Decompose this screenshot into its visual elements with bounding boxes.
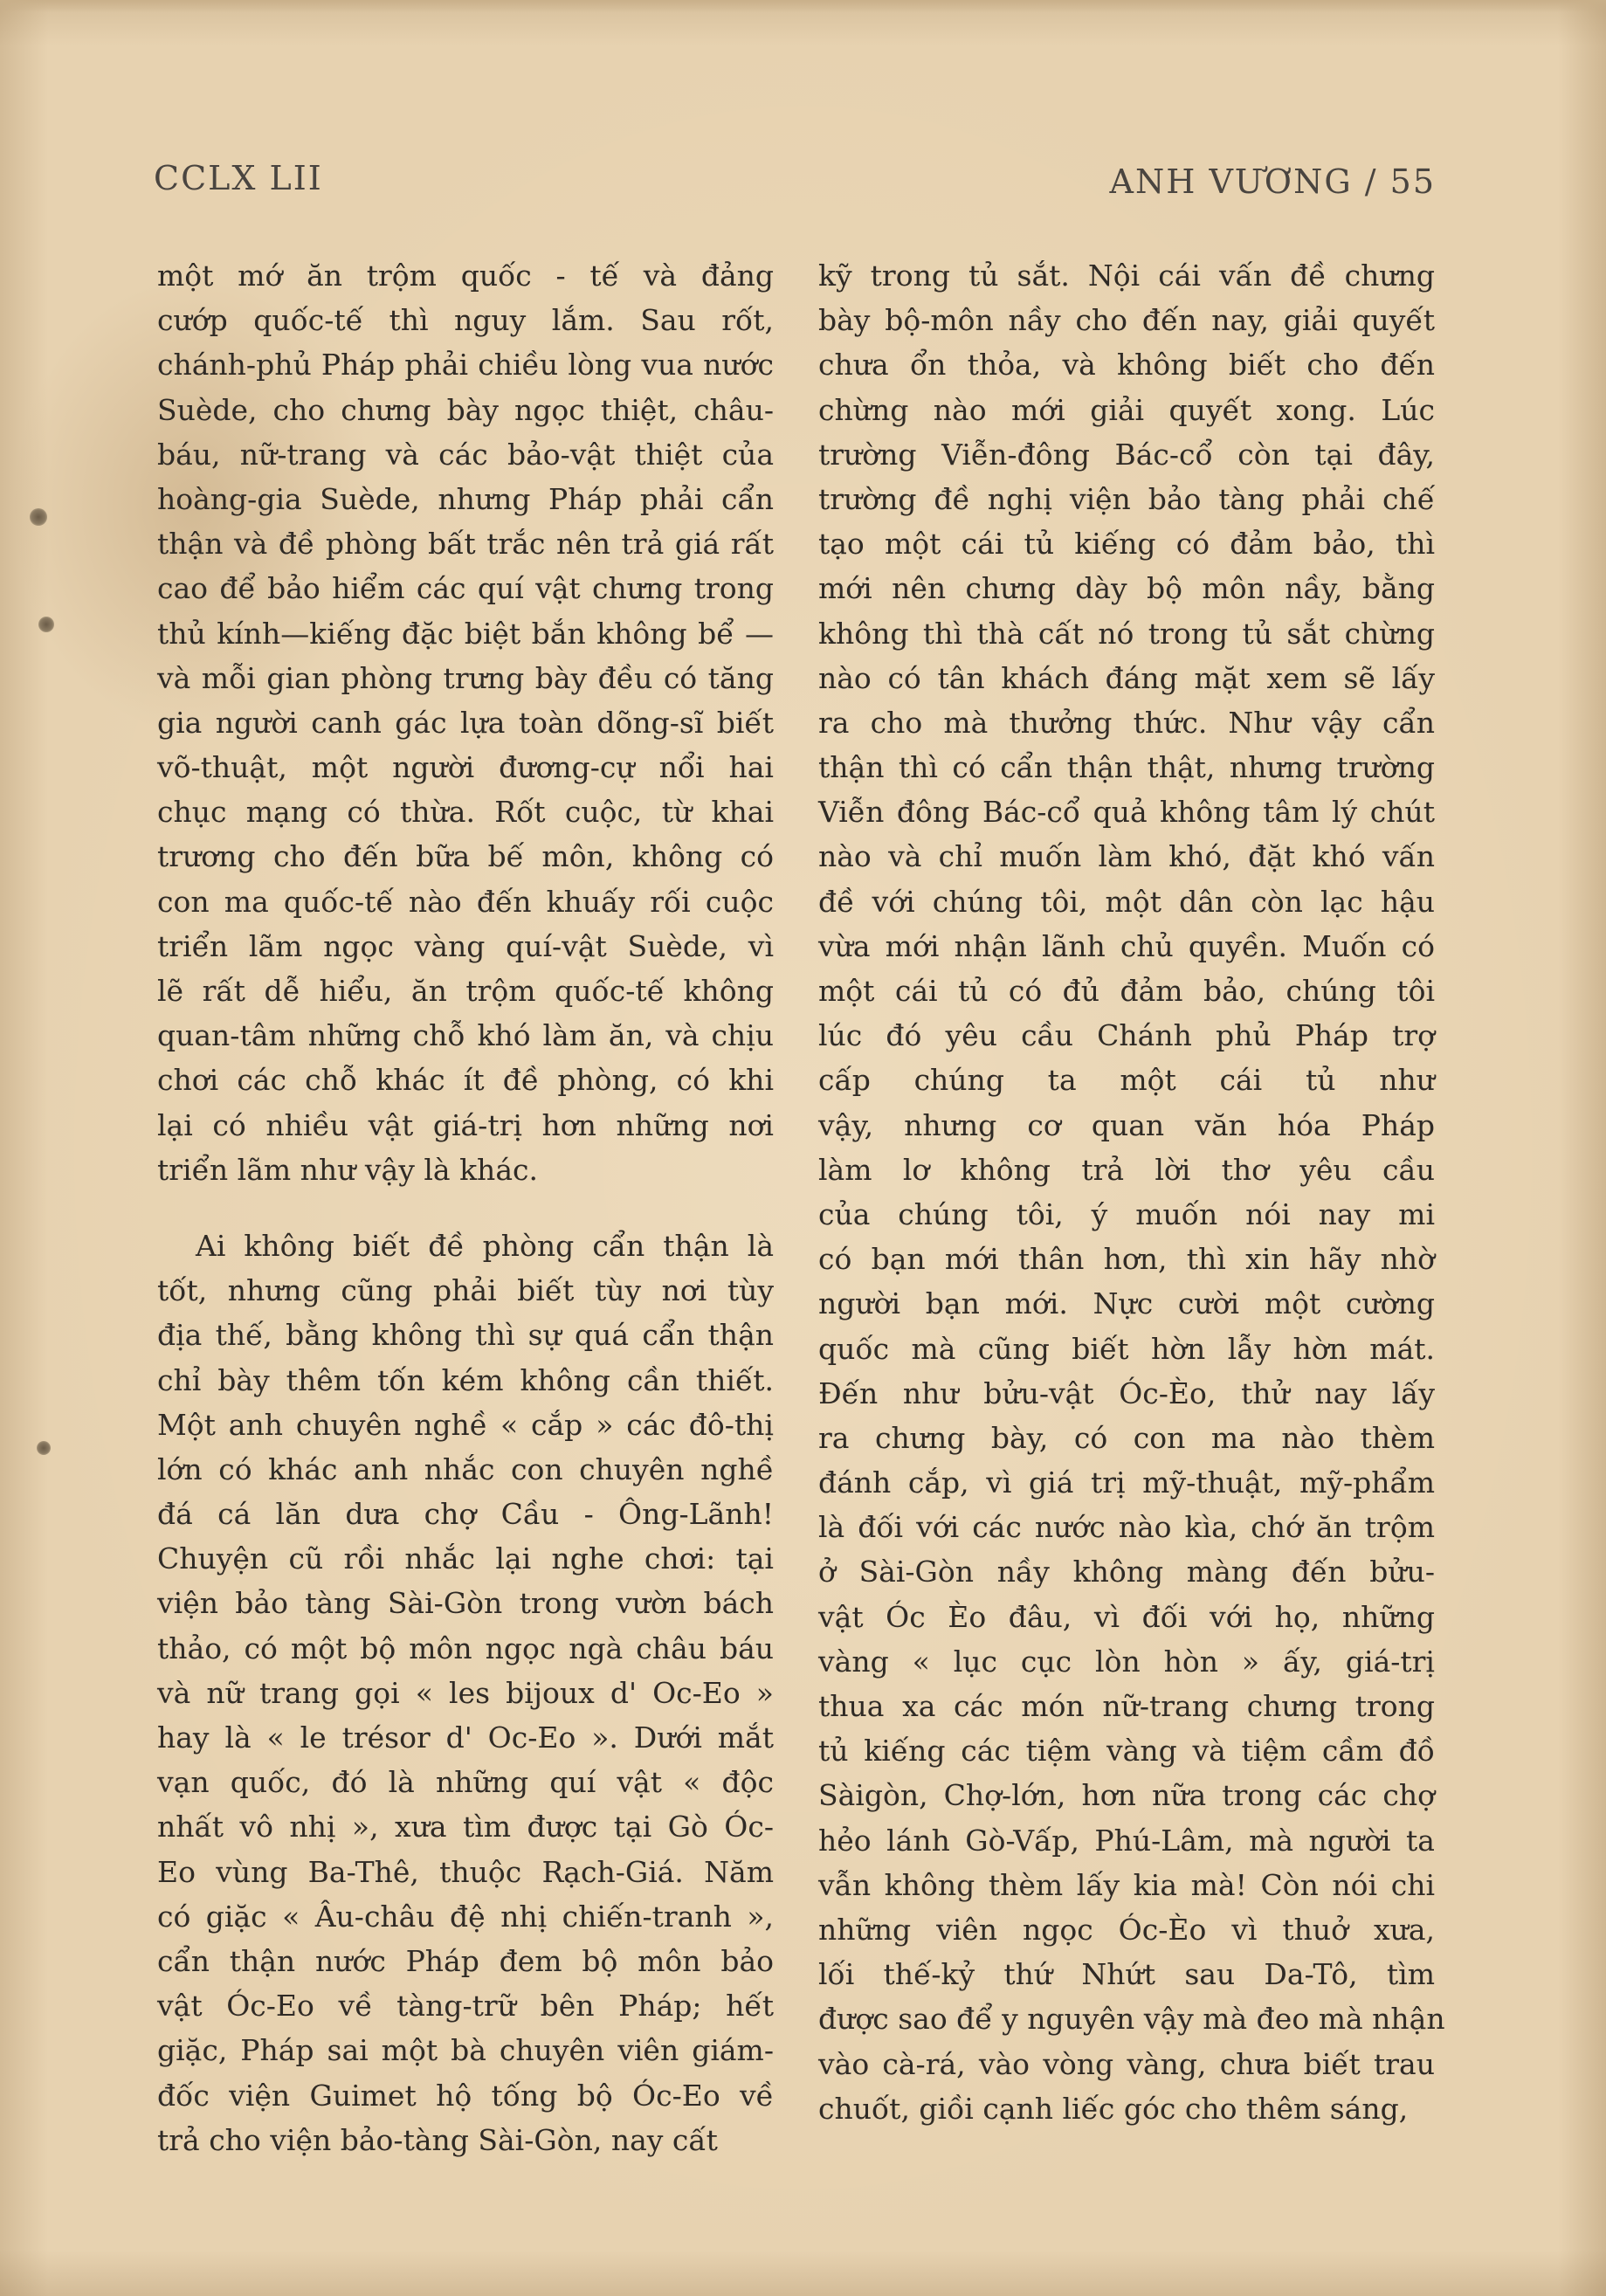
text-line: đánh cắp, vì giá trị mỹ-thuật, mỹ-phẩm (818, 1465, 1435, 1500)
text-line: là đối với các nước nào kìa, chớ ăn trộm (818, 1510, 1435, 1545)
text-line: nhất vô nhị », xưa tìm được tại Gò Óc- (157, 1810, 774, 1844)
text-line: cẩn thận nước Pháp đem bộ môn bảo (157, 1943, 774, 1978)
text-line: Sàigòn, Chợ-lớn, hơn nữa trong các chợ (818, 1778, 1435, 1813)
text-line: thận và đề phòng bất trắc nên trả giá rất (157, 527, 774, 562)
text-line: triển lãm ngọc vàng quí-vật Suède, vì (157, 928, 774, 963)
text-line: và nữ trang gọi « les bijoux d' Oc-Eo » (157, 1675, 774, 1710)
text-line: con ma quốc-tế nào đến khuấy rối cuộc (157, 884, 774, 919)
text-line: chừng nào mới giải quyết xong. Lúc (818, 392, 1435, 427)
text-line: lẽ rất dễ hiểu, ăn trộm quốc-tế không (157, 974, 774, 1008)
text-line: địa thế, bằng không thì sự quá cẩn thận (157, 1318, 774, 1353)
text-line: thủ kính—kiếng đặc biệt bắn không bể — (157, 616, 774, 651)
text-line: lối thế-kỷ thứ Nhứt sau Da-Tô, tìm (818, 1957, 1435, 1992)
text-line: mới nên chưng dày bộ môn nầy, bằng (818, 571, 1435, 606)
text-line: hay là « le trésor d' Oc-Eo ». Dưới mắt (157, 1720, 774, 1755)
text-line: hoàng-gia Suède, nhưng Pháp phải cẩn (157, 481, 774, 516)
text-line: lớn có khác anh nhắc con chuyên nghề (157, 1451, 774, 1486)
binding-hole (37, 1441, 51, 1455)
text-line: triển lãm như vậy là khác. (157, 1152, 538, 1187)
text-line: Viễn đông Bác-cổ quả không tâm lý chút (818, 795, 1435, 830)
text-line: được sao để y nguyên vậy mà đeo mà nhận (818, 2002, 1445, 2037)
text-line: một cái tủ có đủ đảm bảo, chúng tôi (818, 974, 1435, 1008)
running-header-left: CCLX LII (154, 159, 323, 197)
left-column-paragraph (157, 253, 774, 1192)
text-line: những viên ngọc Óc-Èo vì thuở xưa, (818, 1912, 1435, 1947)
text-line: quan-tâm những chỗ khó làm ăn, và chịu (157, 1018, 774, 1053)
text-line: bày bộ-môn nầy cho đến nay, giải quyết (818, 303, 1435, 338)
text-line: đề với chúng tôi, một dân còn lạc hậu (818, 884, 1435, 919)
text-line: quốc mà cũng biết hờn lẫy hờn mát. (818, 1331, 1435, 1366)
text-line: lại có nhiều vật giá-trị hơn những nơi (157, 1107, 774, 1142)
text-line: võ-thuật, một người đương-cự nổi hai (157, 750, 774, 785)
text-line: vàng « lục cục lòn hòn » ấy, giá-trị (818, 1644, 1435, 1679)
text-line: thận thì có cẩn thận thật, nhưng trường (818, 750, 1435, 785)
text-line: chỉ bày thêm tốn kém không cần thiết. (157, 1362, 774, 1397)
text-line: đốc viện Guimet hộ tống bộ Óc-Eo về (157, 2078, 774, 2113)
text-line: ra cho mà thưởng thức. Như vậy cẩn (818, 705, 1435, 740)
page-edge (0, 0, 1606, 12)
text-line: chục mạng có thừa. Rốt cuộc, từ khai (157, 795, 774, 830)
text-line: một mớ ăn trộm quốc - tế và đảng (157, 259, 774, 293)
text-line: kỹ trong tủ sắt. Nội cái vấn đề chưng (818, 259, 1435, 293)
text-line: cao để bảo hiểm các quí vật chưng trong (157, 571, 774, 606)
text-line: Eo vùng Ba-Thê, thuộc Rạch-Giá. Năm (157, 1854, 774, 1889)
text-line: tạo một cái tủ kiếng có đảm bảo, thì (818, 527, 1435, 562)
text-line: ra chưng bày, có con ma nào thèm (818, 1420, 1435, 1455)
text-line: làm lơ không trả lời thơ yêu cầu (818, 1152, 1435, 1187)
text-line: có giặc « Âu-châu đệ nhị chiến-tranh », (157, 1899, 774, 1934)
text-line: vật Óc-Eo về tàng-trữ bên Pháp; hết (157, 1989, 774, 2024)
text-line: ở Sài-Gòn nầy không màng đến bửu- (818, 1555, 1435, 1589)
text-line: nào và chỉ muốn làm khó, đặt khó vấn (818, 839, 1435, 874)
text-line: chơi các chỗ khác ít đề phòng, có khi (157, 1063, 774, 1098)
text-line: Một anh chuyên nghề « cắp » các đô-thị (157, 1407, 774, 1442)
text-line: trương cho đến bữa bế môn, không có (157, 839, 774, 874)
text-line: chuốt, giồi cạnh liếc góc cho thêm sáng, (818, 2091, 1409, 2126)
text-line: viện bảo tàng Sài-Gòn trong vườn bách (157, 1586, 774, 1621)
binding-hole (38, 617, 54, 632)
text-line: tủ kiếng các tiệm vàng và tiệm cầm đồ (818, 1734, 1435, 1769)
text-line: vừa mới nhận lãnh chủ quyền. Muốn có (818, 928, 1435, 963)
right-column (818, 253, 1445, 2131)
right-column-paragraph (818, 253, 1445, 2131)
text-line: lúc đó yêu cầu Chánh phủ Pháp trợ (818, 1018, 1435, 1053)
text-line: đá cá lăn dưa chợ Cầu - Ông-Lãnh! (157, 1497, 774, 1532)
text-line: thua xa các món nữ-trang chưng trong (818, 1689, 1435, 1723)
text-line: chánh-phủ Pháp phải chiều lòng vua nước (157, 348, 774, 383)
text-line: gia người canh gác lựa toàn dõng-sĩ biết (157, 705, 774, 740)
text-line: của chúng tôi, ý muốn nói nay mi (818, 1196, 1435, 1231)
text-line: cướp quốc-tế thì nguy lắm. Sau rốt, (157, 303, 774, 338)
text-line: nào có tân khách đáng mặt xem sẽ lấy (818, 660, 1435, 695)
text-line: Suède, cho chưng bày ngọc thiệt, châu- (157, 392, 774, 427)
text-line: và mỗi gian phòng trưng bày đều có tăng (157, 660, 774, 695)
left-column (157, 253, 774, 2162)
text-line: Ai không biết đề phòng cẩn thận là (196, 1228, 774, 1263)
text-line: báu, nữ-trang và các bảo-vật thiệt của (157, 437, 774, 472)
text-line: vật Óc Èo đâu, vì đối với họ, những (818, 1599, 1435, 1634)
left-column-paragraph (157, 1224, 774, 2162)
text-line: trả cho viện bảo-tàng Sài-Gòn, nay cất (157, 2122, 718, 2157)
text-line: giặc, Pháp sai một bà chuyên viên giám- (157, 2033, 774, 2068)
running-header-right: ANH VƯƠNG / 55 (1109, 162, 1436, 201)
text-line: tốt, nhưng cũng phải biết tùy nơi tùy (157, 1273, 774, 1308)
binding-hole (30, 508, 47, 526)
text-line: vào cà-rá, vào vòng vàng, chưa biết trau (818, 2046, 1435, 2081)
text-line: trường đề nghị viện bảo tàng phải chế (818, 481, 1435, 516)
text-line: vạn quốc, đó là những quí vật « độc (157, 1765, 774, 1800)
text-line: thảo, có một bộ môn ngọc ngà châu báu (157, 1631, 774, 1665)
text-line: trường Viễn-đông Bác-cổ còn tại đây, (818, 437, 1435, 472)
text-line: cấp chúng ta một cái tủ như (818, 1063, 1435, 1098)
text-line: vậy, nhưng cơ quan văn hóa Pháp (818, 1107, 1435, 1142)
text-line: không thì thà cất nó trong tủ sắt chừng (818, 616, 1435, 651)
text-line: Chuyện cũ rồi nhắc lại nghe chơi: tại (157, 1541, 774, 1576)
text-line: hẻo lánh Gò-Vấp, Phú-Lâm, mà người ta (818, 1823, 1435, 1858)
text-line: Đến như bửu-vật Óc-Èo, thử nay lấy (818, 1376, 1435, 1410)
text-line: có bạn mới thân hơn, thì xin hãy nhờ (818, 1242, 1435, 1277)
text-line: vẫn không thèm lấy kia mà! Còn nói chi (818, 1867, 1435, 1902)
paragraph-gap (157, 1192, 774, 1224)
text-line: người bạn mới. Nực cười một cường (818, 1286, 1435, 1321)
text-line: chưa ổn thỏa, và không biết cho đến (818, 348, 1435, 383)
